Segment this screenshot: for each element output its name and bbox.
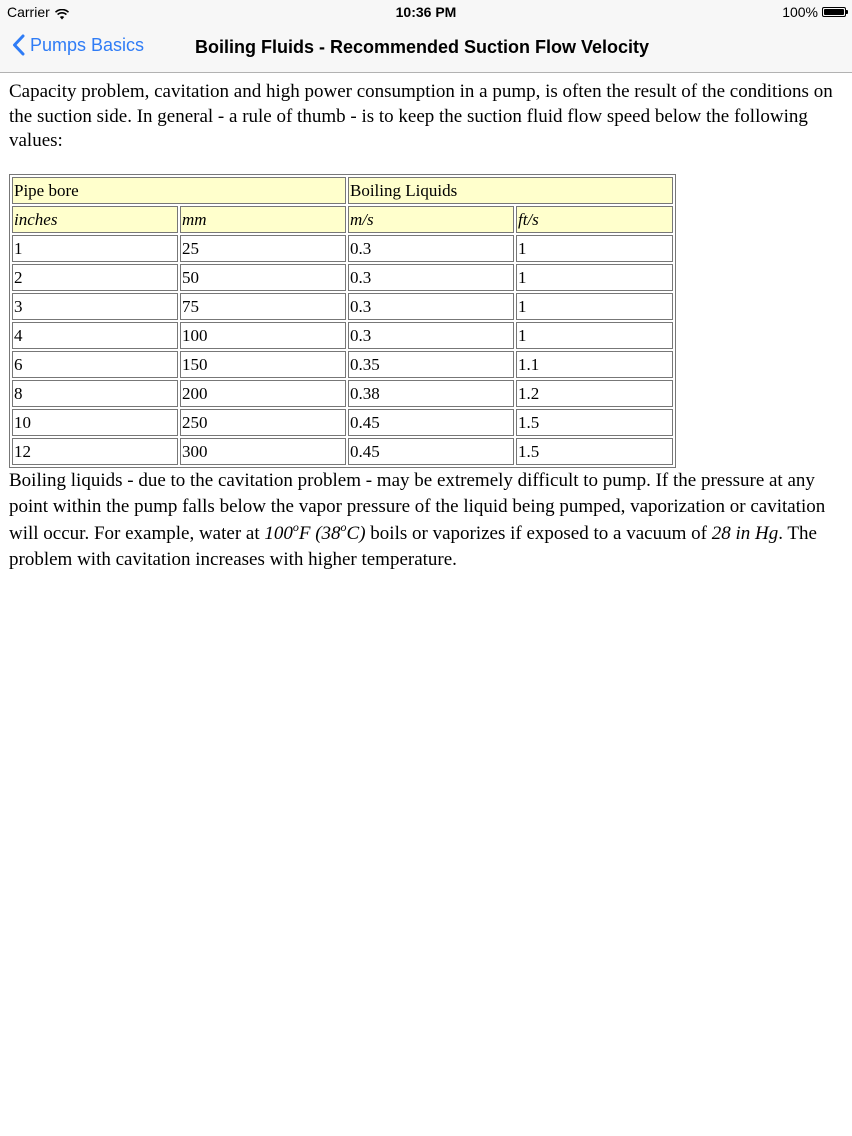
degree-mark: o	[340, 519, 347, 534]
cell: 8	[12, 380, 178, 407]
degree-mark: o	[292, 519, 299, 534]
battery-percent: 100%	[782, 4, 818, 20]
cell: 3	[12, 293, 178, 320]
outro-text-3: . The problem with cavitation increases with higher temperature.	[9, 522, 817, 570]
cell: 50	[180, 264, 346, 291]
cell: 0.38	[348, 380, 514, 407]
cell: 1	[12, 235, 178, 262]
cell: 10	[12, 409, 178, 436]
unit-fps: ft/s	[516, 206, 673, 233]
outro-text-2: boils or vaporizes if exposed to a vacuum of	[365, 522, 712, 544]
chevron-left-icon	[12, 34, 25, 56]
battery-icon	[822, 7, 846, 17]
back-button[interactable]	[12, 34, 144, 56]
table-row	[12, 409, 673, 436]
table-header-row	[12, 177, 673, 204]
header-pipe-bore: Pipe bore	[12, 177, 346, 204]
table-units-row	[12, 206, 673, 233]
header-boiling-liquids: Boiling Liquids	[348, 177, 673, 204]
unit-mm: mm	[180, 206, 346, 233]
cell: 0.3	[348, 322, 514, 349]
vacuum-value: 28 in Hg	[711, 522, 779, 544]
cell: 150	[180, 351, 346, 378]
article-content	[9, 80, 845, 574]
cell: 1.5	[516, 438, 673, 465]
back-label: Pumps Basics	[30, 34, 145, 55]
cell: 0.45	[348, 409, 514, 436]
navigation-bar	[0, 24, 852, 73]
table-row	[12, 438, 673, 465]
outro-paragraph	[9, 468, 845, 574]
cell: 0.3	[348, 293, 514, 320]
cell: 12	[12, 438, 178, 465]
cell: 25	[180, 235, 346, 262]
temp-f-unit: F (38	[298, 522, 341, 544]
table-row	[12, 380, 673, 407]
cell: 1	[516, 235, 673, 262]
unit-inches: inches	[12, 206, 178, 233]
table-row	[12, 235, 673, 262]
cell: 0.3	[348, 235, 514, 262]
temp-f-number: 100	[264, 522, 293, 544]
cell: 4	[12, 322, 178, 349]
cell: 1.1	[516, 351, 673, 378]
cell: 1.2	[516, 380, 673, 407]
temp-c-unit: C)	[346, 522, 366, 544]
cell: 0.3	[348, 264, 514, 291]
table-row	[12, 293, 673, 320]
unit-mps: m/s	[348, 206, 514, 233]
status-bar	[0, 0, 852, 24]
cell: 1	[516, 293, 673, 320]
cell: 0.35	[348, 351, 514, 378]
cell: 0.45	[348, 438, 514, 465]
cell: 1	[516, 322, 673, 349]
intro-paragraph: Capacity problem, cavitation and high power consumption in a pump, is often the result of the conditions on the suction side. In general - a rule of thumb - is to keep the suction fluid flow speed below the following values:	[9, 81, 833, 151]
cell: 1	[516, 264, 673, 291]
velocity-table	[9, 174, 676, 468]
cell: 200	[180, 380, 346, 407]
outro-text-1: Boiling liquids - due to the cavitation problem - may be extremely difficult to pump. If the pressure at any point within the pump falls below the vapor pressure of the liquid being pumped, vaporization or cavitation will occur. For example, water at	[9, 469, 826, 544]
cell: 100	[180, 322, 346, 349]
table-row	[12, 322, 673, 349]
carrier-label: Carrier	[7, 4, 50, 20]
table-row	[12, 351, 673, 378]
cell: 2	[12, 264, 178, 291]
page-title: Boiling Fluids - Recommended Suction Flow Velocity	[195, 37, 650, 57]
cell: 250	[180, 409, 346, 436]
cell: 300	[180, 438, 346, 465]
temperature-value	[264, 519, 366, 544]
cell: 1.5	[516, 409, 673, 436]
clock: 10:36 PM	[395, 4, 457, 20]
battery-group	[782, 4, 846, 20]
cell: 75	[180, 293, 346, 320]
cell: 6	[12, 351, 178, 378]
table-row	[12, 264, 673, 291]
